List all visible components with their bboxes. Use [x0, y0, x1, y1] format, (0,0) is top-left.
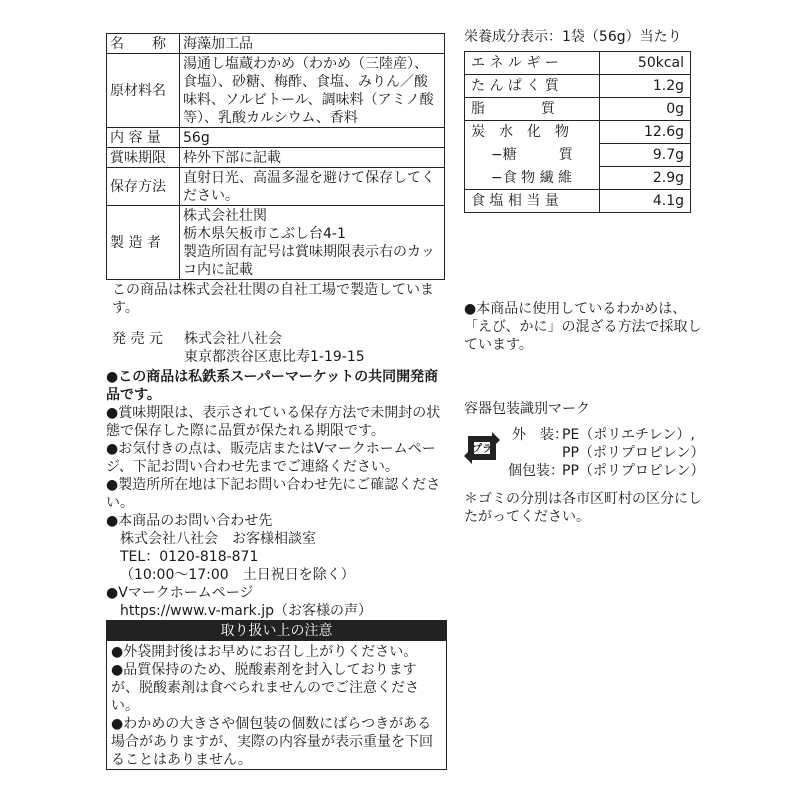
seller-label: 発 売 元 [112, 331, 163, 347]
shrimp-crab-note: ● 本商品に使用しているわかめは、「えび、かに」の混ざる方法で採取しています。 [464, 300, 704, 354]
nutrition-label: エ ネ ル ギ ー [465, 52, 600, 75]
notes-list [106, 368, 448, 620]
inner-label: 個包装： [508, 463, 564, 479]
label-value: 枠外下部に記載 [180, 148, 445, 168]
nutrition-value: 9.7g [600, 144, 691, 167]
handling-item: ● わかめの大きさや個包装の個数にばらつきがある場合がありますが、実際の内容量が表示重量を下回ることはありません。 [111, 715, 442, 769]
handling-item: ● 外袋開封後はお早めにお召し上がりください。 [111, 643, 442, 661]
note-item: ● 製造所所在地は下記お問い合わせ先にご確認ください。 [106, 476, 448, 512]
outer-pe: PE（ポリエチレン）, [562, 427, 695, 443]
contact-company: 株式会社八社会 お客様相談室 [120, 531, 316, 547]
label-key: 名 称 [107, 34, 180, 54]
nutrition-table [464, 51, 691, 213]
contact-title: ● 本商品のお問い合わせ先 [106, 512, 448, 530]
label-value: 56g [180, 128, 445, 148]
nutrition-label: た ん ぱ く 質 [465, 75, 600, 98]
label-value: 海藻加工品 [180, 34, 445, 54]
homepage-url: https://www.v-mark.jp（お客様の声） [120, 603, 372, 619]
product-label-table [106, 33, 445, 280]
nutrition-title: 栄養成分表示：1袋（56g）当たり [464, 29, 682, 45]
nutrition-label: 脂 質 [465, 98, 600, 121]
self-factory-note: この商品は株式会社壮関の自社工場で製造しています。 [112, 282, 434, 316]
nutrition-value: 50kcal [600, 52, 691, 75]
note-item: ● お気付きの点は、販売店またはVマークホームページ、下記お問い合わせ先までご連絡ください。 [106, 440, 448, 476]
note-item: ● 賞味期限は、表示されている保存方法で未開封の状態で保存した際に品質が保たれる期限です。 [106, 404, 448, 440]
recycle-pla-icon [462, 428, 502, 468]
label-key: 保存方法 [107, 168, 180, 206]
handling-box [106, 620, 447, 770]
nutrition-label: −糖 質 [465, 144, 600, 167]
label-key: 製 造 者 [107, 206, 180, 280]
nutrition-label: 食 塩 相 当 量 [465, 190, 600, 213]
label-key: 賞味期限 [107, 148, 180, 168]
handling-title: 取り扱い上の注意 [107, 621, 446, 641]
outer-pp: PP（ポリプロピレン） [562, 445, 705, 461]
outer-label: 外 装： [512, 427, 568, 443]
label-value: 株式会社壮関 栃木県矢板市こぶし台4-1 製造所固有記号は賞味期限表示右のカッコ内に記載 [180, 206, 445, 280]
label-key: 原材料名 [107, 54, 180, 128]
contact-tel: TEL：0120-818-871 [120, 549, 259, 565]
nutrition-label: 炭 水 化 物 [465, 121, 600, 144]
label-key: 内 容 量 [107, 128, 180, 148]
inner-pp: PP（ポリプロピレン） [562, 463, 705, 479]
packaging-title: 容器包装識別マーク [464, 401, 590, 417]
homepage-title: ● Vマークホームページ [106, 584, 448, 602]
nutrition-value: 4.1g [600, 190, 691, 213]
handling-item: ● 品質保持のため、脱酸素剤を封入しておりますが、脱酸素剤は食べられませんのでご注意ください。 [111, 661, 442, 715]
nutrition-label: −食 物 繊 維 [465, 167, 600, 190]
nutrition-value: 12.6g [600, 121, 691, 144]
contact-hours: （10:00〜17:00 土日祝日を除く） [120, 567, 355, 583]
label-value: 直射日光、高温多湿を避けて保存してください。 [180, 168, 445, 206]
nutrition-value: 2.9g [600, 167, 691, 190]
label-value: 湯通し塩蔵わかめ（わかめ（三陸産）、食塩）、砂糖、梅酢、食塩、みりん／酸味料、ソルビトール、調味料（アミノ酸等）、乳酸カルシウム、香料 [180, 54, 445, 128]
note-item: ● この商品は私鉄系スーパーマーケットの共同開発商品です。 [106, 368, 448, 404]
seller-address: 東京都渋谷区恵比寿1-19-15 [184, 349, 365, 365]
seller-name: 株式会社八社会 [184, 331, 282, 347]
recycle-icon-text: プラ [472, 444, 492, 455]
nutrition-value: 0g [600, 98, 691, 121]
nutrition-value: 1.2g [600, 75, 691, 98]
garbage-note: ＊ゴミの分別は各市区町村の区分にしたがってください。 [464, 491, 702, 525]
